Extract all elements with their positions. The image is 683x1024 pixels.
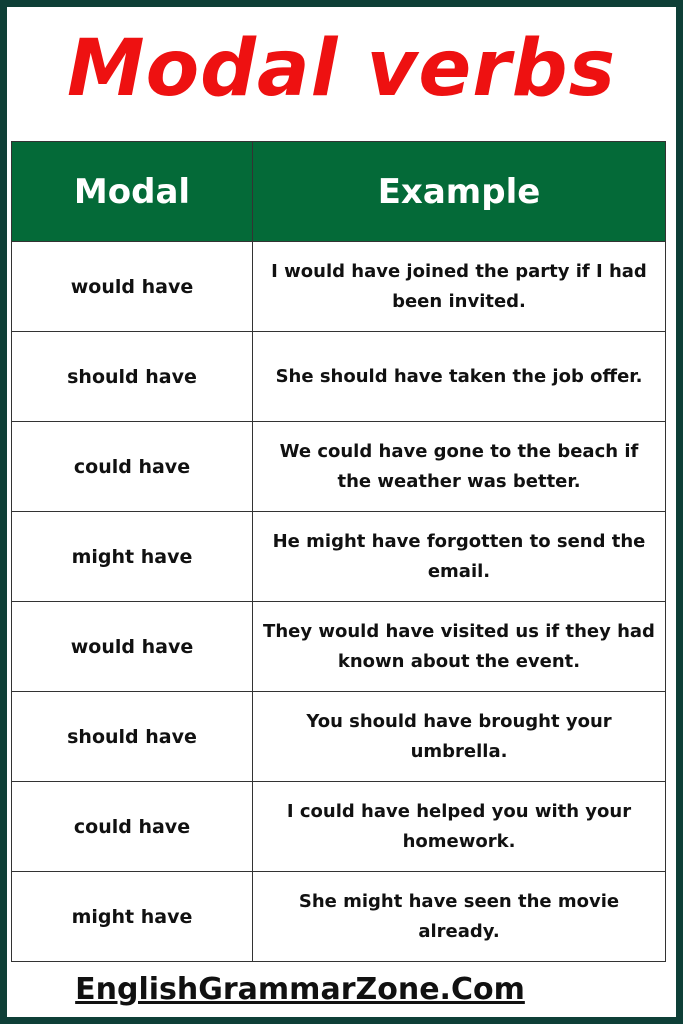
example-cell: She might have seen the movie already.	[253, 872, 666, 962]
modal-cell: could have	[12, 422, 253, 512]
table-row	[12, 872, 666, 962]
table-row	[12, 692, 666, 782]
table-row	[12, 422, 666, 512]
table-row	[12, 512, 666, 602]
table-row	[12, 782, 666, 872]
example-cell: I would have joined the party if I had been invited.	[253, 242, 666, 332]
modal-cell: should have	[12, 332, 253, 422]
site-link[interactable]: EnglishGrammarZone.Com	[75, 972, 525, 1007]
modal-cell: should have	[12, 692, 253, 782]
table-row	[12, 602, 666, 692]
modal-cell: would have	[12, 602, 253, 692]
table-row	[12, 242, 666, 332]
example-cell: She should have taken the job offer.	[253, 332, 666, 422]
header-modal: Modal	[12, 142, 253, 242]
example-cell: He might have forgotten to send the email.	[253, 512, 666, 602]
example-cell: They would have visited us if they had known about the event.	[253, 602, 666, 692]
header-example: Example	[253, 142, 666, 242]
modal-cell: would have	[12, 242, 253, 332]
example-cell: I could have helped you with your homework.	[253, 782, 666, 872]
page-title: Modal verbs	[66, 24, 617, 114]
example-cell: We could have gone to the beach if the weather was better.	[253, 422, 666, 512]
modal-cell: could have	[12, 782, 253, 872]
example-cell: You should have brought your umbrella.	[253, 692, 666, 782]
modal-cell: might have	[12, 512, 253, 602]
modal-cell: might have	[12, 872, 253, 962]
table-row	[12, 332, 666, 422]
modal-table	[11, 141, 666, 962]
